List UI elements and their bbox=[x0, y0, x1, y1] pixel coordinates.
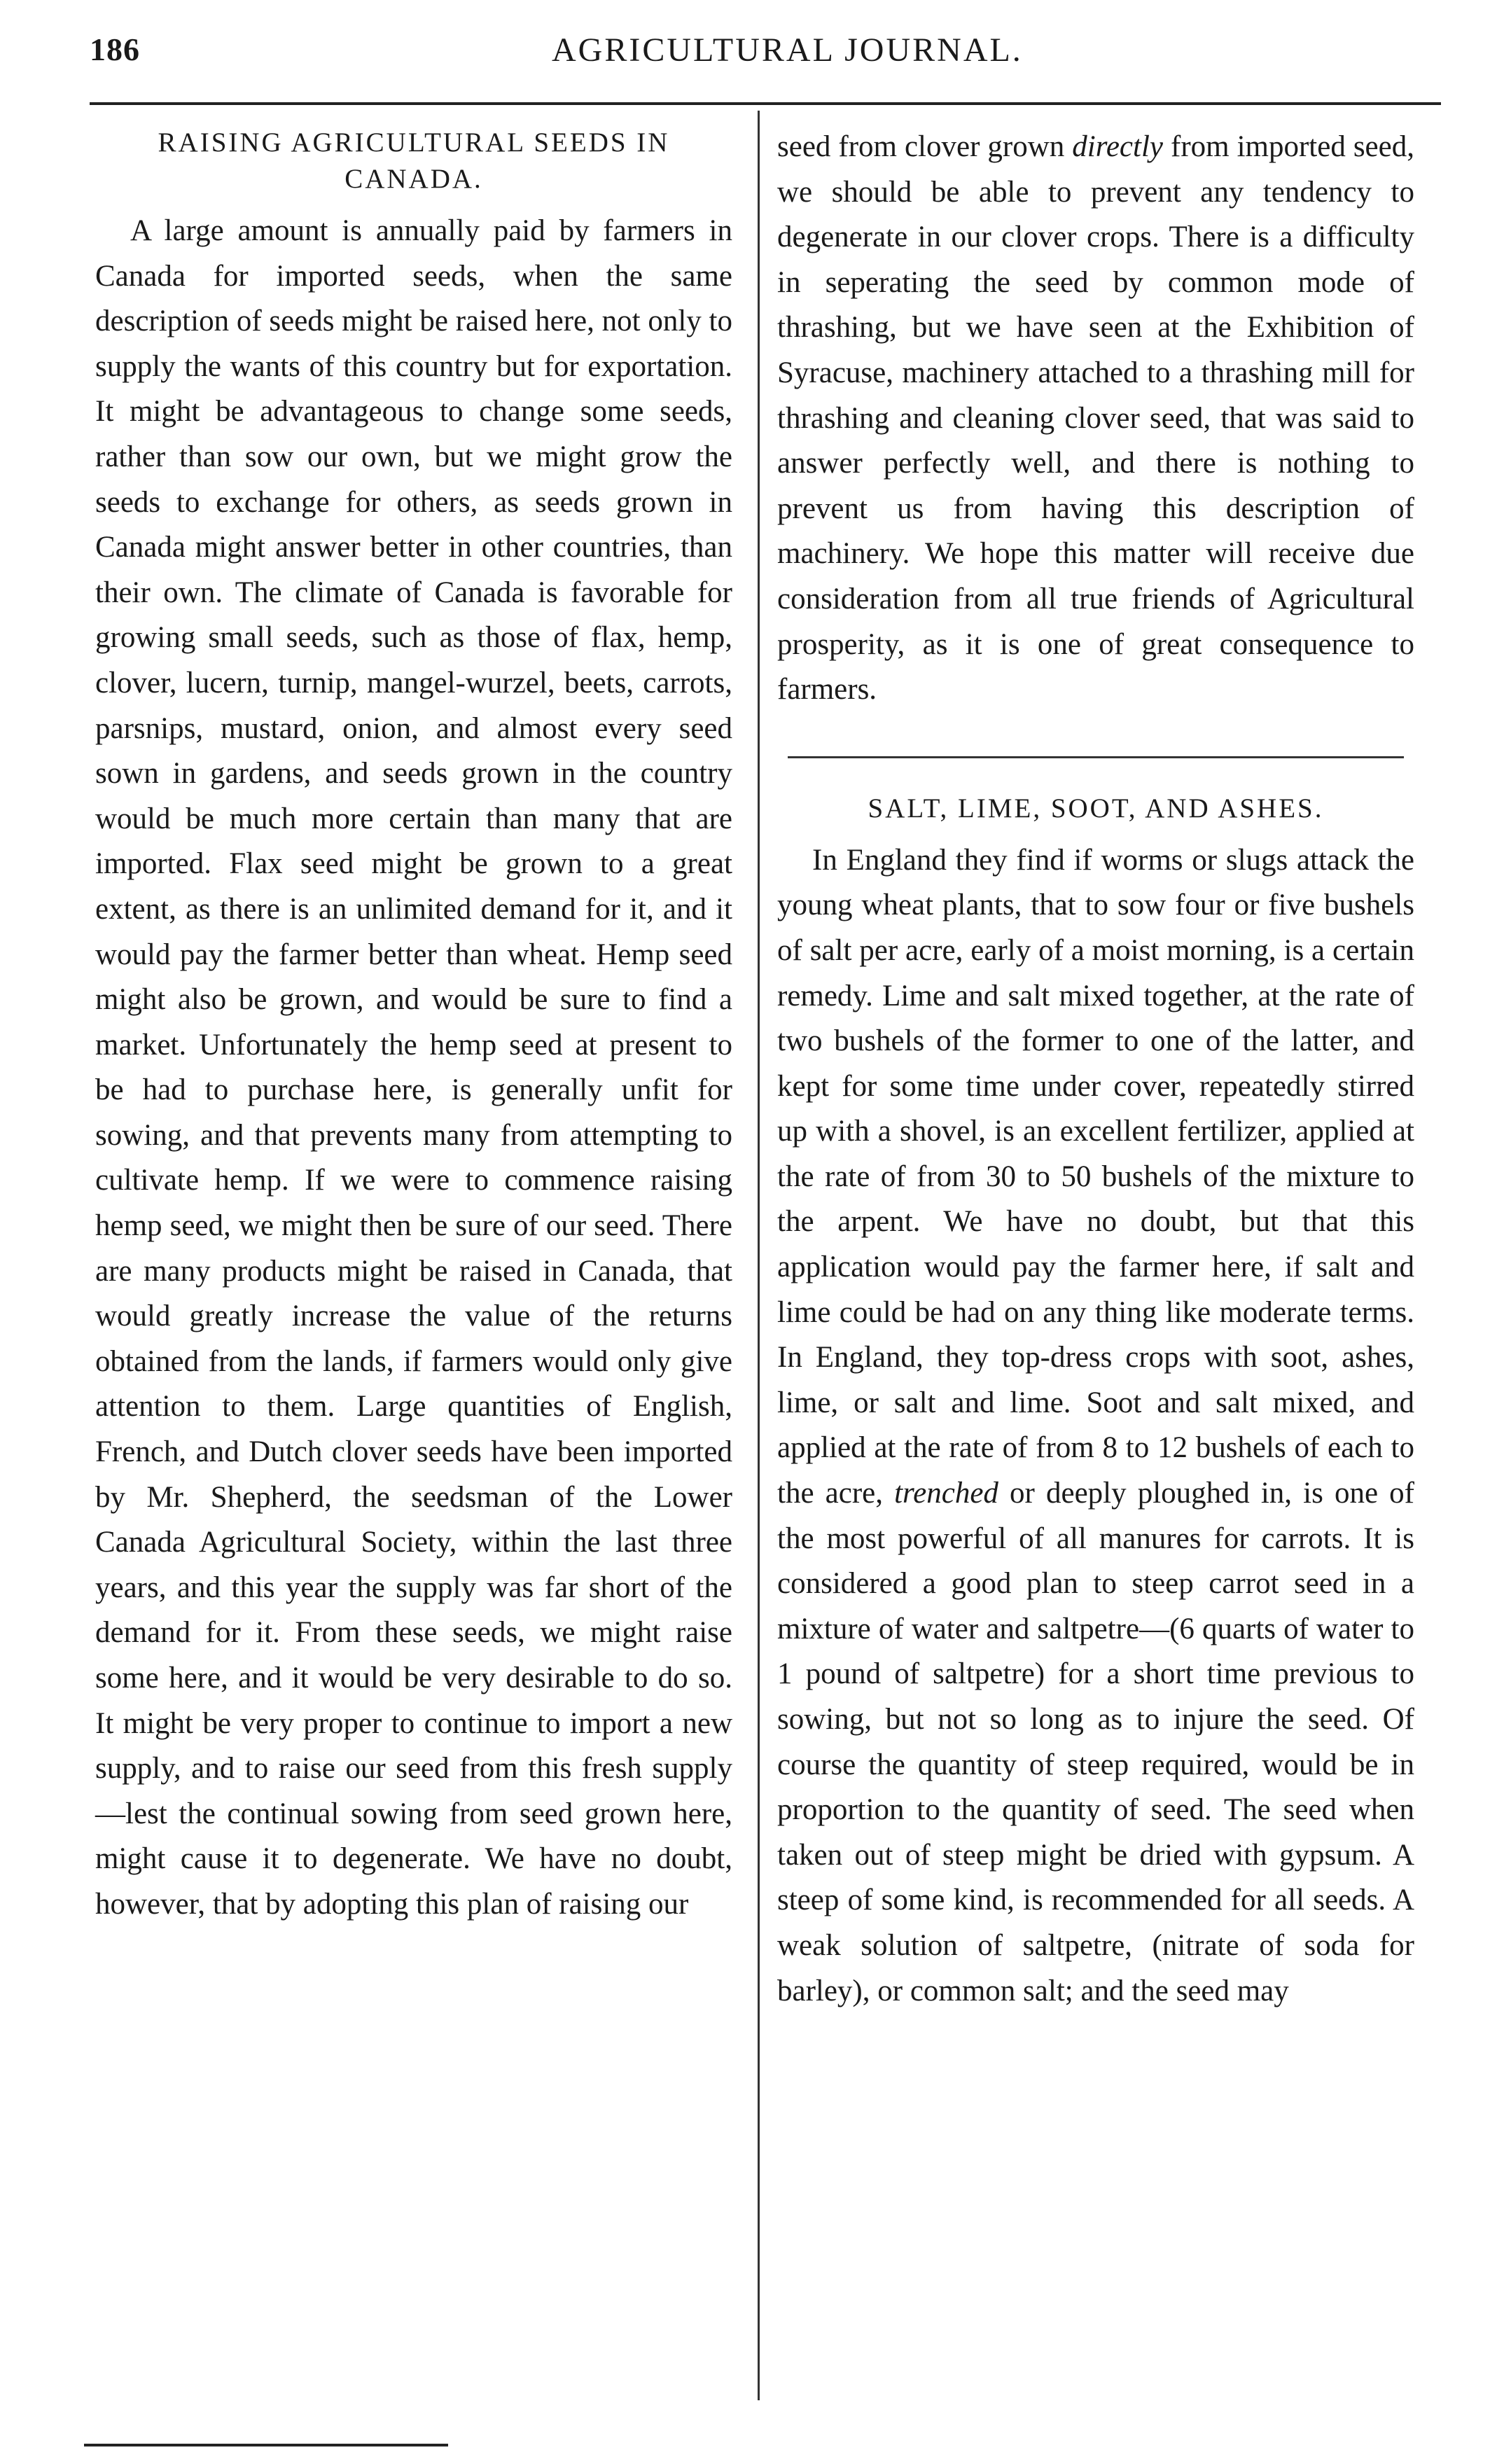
salt-italic-word: trenched bbox=[894, 1477, 998, 1510]
continuation-text-start: seed from clover grown bbox=[777, 130, 1073, 163]
running-head: AGRICULTURAL JOURNAL. bbox=[552, 32, 1023, 69]
article-continuation-seeds bbox=[777, 125, 1414, 713]
left-column bbox=[95, 125, 732, 1928]
header-rule bbox=[90, 102, 1441, 105]
article-paragraph-salt bbox=[777, 838, 1414, 2014]
right-column bbox=[777, 125, 1414, 2014]
page-header bbox=[90, 31, 1420, 80]
page-number: 186 bbox=[90, 32, 140, 67]
article-title-salt: SALT, LIME, SOOT, AND ASHES. bbox=[868, 793, 1324, 823]
column-divider bbox=[758, 111, 760, 2400]
salt-text-start: In England they find if worms or slugs attack the young wheat plants, that to sow four or five bushels of salt per acre, early of a moist morning, is a certain remedy. Lime and salt mixed together, at the rate of two bushels of the former to one of the latter, and kept for some time under cover, repeatedly stirred up with a shovel, is an excellent fertilizer, applied at the rate of from 30 to 50 bushels of the mixture to the arpent. We have no doubt, but that this application would pay the farmer here, if salt and lime could be had on any thing like moderate terms. In England, they top-dress crops with soot, ashes, lime, or salt and lime. Soot and salt mixed, and applied at the rate of from 8 to 12 bushels of each to the acre, bbox=[777, 843, 1414, 1510]
salt-text-end: or deeply ploughed in, is one of the most powerful of all manures for carrots. It is considered a good plan to steep carrot seed in a mixture of water and saltpetre—(6 quarts of water to 1 pound of saltpetre) for a short time previous to sowing, but not so long as to injure the seed. Of course the quantity of steep required, would be in proportion to the quantity of seed. The seed when taken out of steep might be dried with gypsum. A steep of some kind, is recommended for all seeds. A weak solution of saltpetre, (nitrate of soda for barley), or common salt; and the seed may bbox=[777, 1477, 1414, 2007]
continuation-italic-word: directly bbox=[1072, 130, 1164, 163]
footer-rule bbox=[84, 2444, 448, 2446]
article-divider bbox=[788, 756, 1404, 758]
article-title-seeds: RAISING AGRICULTURAL SEEDS IN CANADA. bbox=[158, 127, 670, 194]
continuation-text-end: from imported seed, we should be able to prevent any tendency to degenerate in our clover crops. There is a difficulty in seperating the seed by common mode of thrashing, but we have seen at the Exhibition of Syracuse, machinery attached to a thrashing mill for thrashing and cleaning clover seed, that was said to answer perfectly well, and there is nothing to prevent us from having this description of machinery. We hope this matter will receive due consideration from all true friends of Agricultural prosperity, as it is one of great consequence to farmers. bbox=[777, 130, 1414, 707]
article-paragraph-seeds: A large amount is annually paid by farmers in Canada for imported seeds, when the same description of seeds might be raised here, not only to supply the wants of this country but for exportation. It might be advantageous to change some seeds, rather than sow our own, but we might grow the seeds to exchange for others, as seeds grown in Canada might answer better in other countries, than their own. The climate of Canada is favorable for growing small seeds, such as those of flax, hemp, clover, lucern, turnip, mangel-wurzel, beets, carrots, parsnips, mustard, onion, and almost every seed sown in gardens, and seeds grown in the country would be much more certain than many that are imported. Flax seed might be grown to a great extent, as there is an unlimited demand for it, and it would pay the farmer better than wheat. Hemp seed might also be grown, and would be sure to find a market. Unfortunately the hemp seed at present to be had to purchase here, is generally unfit for sowing, and that prevents many from attempting to cultivate hemp. If we were to commence raising hemp seed, we might then be sure of our seed. There are many products might be raised in Canada, that would greatly increase the value of the returns obtained from the lands, if farmers would only give attention to them. Large quantities of English, French, and Dutch clover seeds have been imported by Mr. Shepherd, the seedsman of the Lower Canada Agricultural Society, within the last three years, and this year the supply was far short of the demand for it. From these seeds, we might raise some here, and it would be very desirable to do so. It might be very proper to continue to import a new supply, and to raise our seed from this fresh supply—lest the continual sowing from seed grown here, might cause it to degenerate. We have no doubt, however, that by adopting this plan of raising our bbox=[95, 214, 732, 1921]
